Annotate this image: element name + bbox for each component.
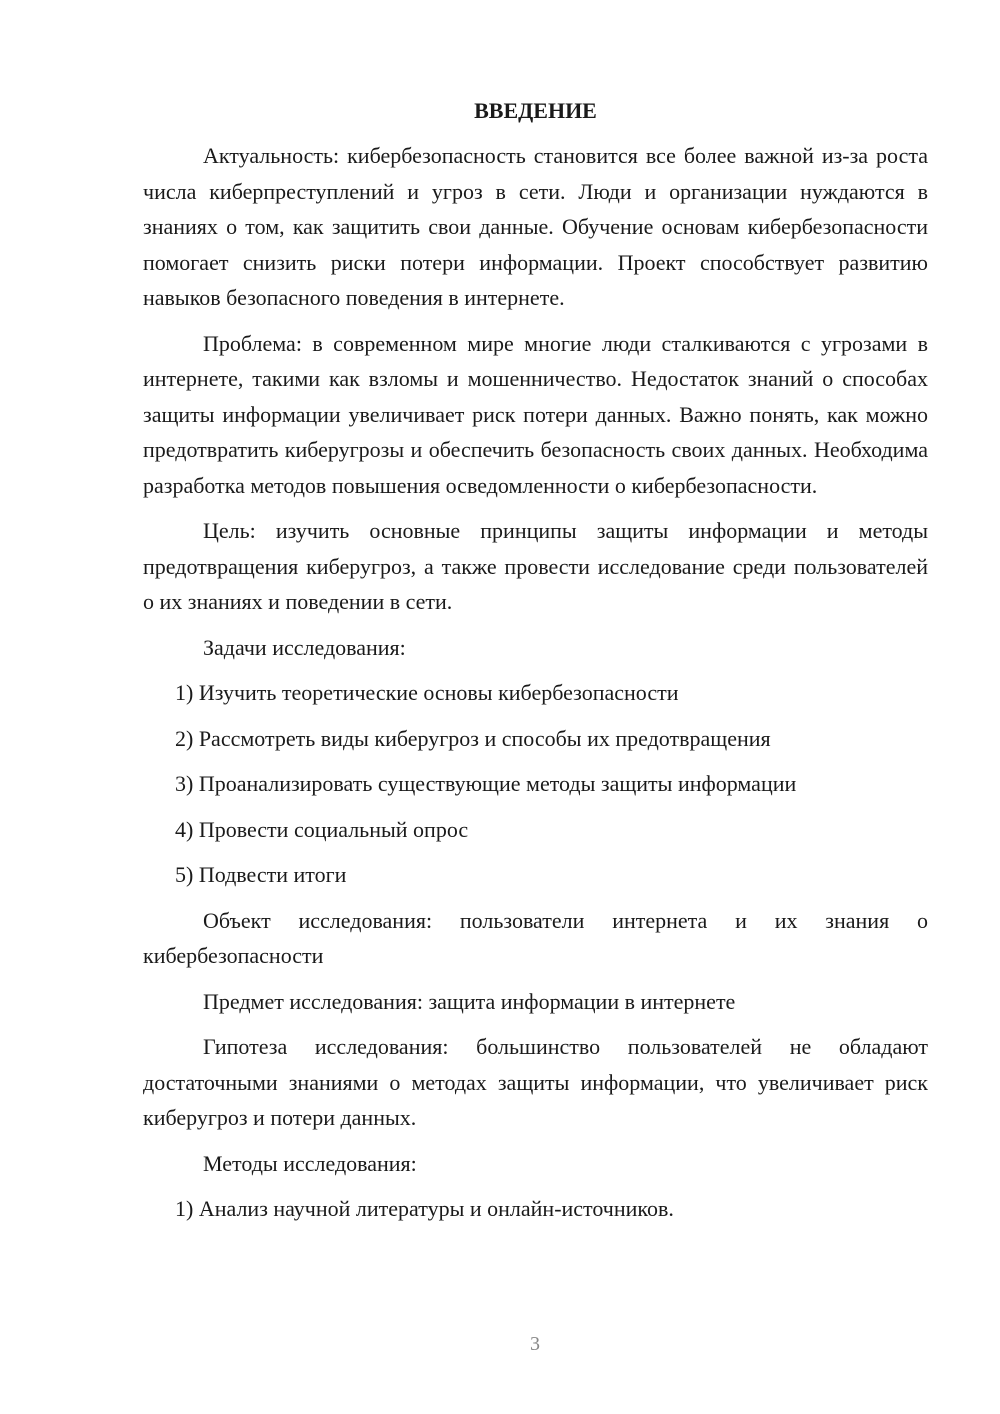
task-item: 4) Провести социальный опрос (175, 816, 469, 842)
method-item: 1) Анализ научной литературы и онлайн-источников. (175, 1196, 674, 1221)
object-paragraph: Объект исследования: пользователи интернета и их знания о кибербезопасности (143, 907, 928, 968)
problem-paragraph: Проблема: в современном мире многие люди сталкиваются с угрозами в интернете, такими как взломы и мошенничество. Недостаток знаний о способах защиты информации увеличивает риск потери данных. Важно понять, как можно предотвратить киберугрозы и обеспечить безопасность своих данных. Необходима разработка методов повышения осведомленности о кибербезопасности. (143, 330, 928, 498)
task-item: 3) Проанализировать существующие методы защиты информации (175, 771, 797, 796)
goal-paragraph: Цель: изучить основные принципы защиты информации и методы предотвращения киберугроз, а также провести исследование среди пользователей о их знаниях и поведении в сети. (143, 518, 928, 614)
hypothesis-paragraph: Гипотеза исследования: большинство пользователей не обладают достаточными знаниями о методах защиты информации, что увеличивает риск киберугроз и потери данных. (143, 1034, 928, 1130)
relevance-paragraph: Актуальность: кибербезопасность становится все более важной из-за роста числа киберпреступлений и угроз в сети. Люди и организации нуждаются в знаниях о том, как защитить свои данные. Обучение основам кибербезопасности помогает снизить риски потери информации. Проект способствует развитию навыков безопасного поведения в интернете. (143, 143, 928, 310)
task-item: 5) Подвести итоги (175, 862, 347, 887)
page-number: 3 (530, 1333, 540, 1355)
subject-paragraph: Предмет исследования: защита информации в интернете (203, 988, 736, 1014)
task-item: 1) Изучить теоретические основы кибербезопасности (175, 680, 679, 705)
task-item: 2) Рассмотреть виды киберугроз и способы их предотвращения (175, 725, 771, 751)
tasks-list (143, 675, 928, 893)
section-title: ВВЕДЕНИЕ (474, 98, 597, 123)
page-content (143, 96, 928, 1237)
methods-list (143, 1191, 928, 1227)
tasks-label: Задачи исследования: (203, 634, 406, 660)
methods-label: Методы исследования: (203, 1150, 417, 1176)
